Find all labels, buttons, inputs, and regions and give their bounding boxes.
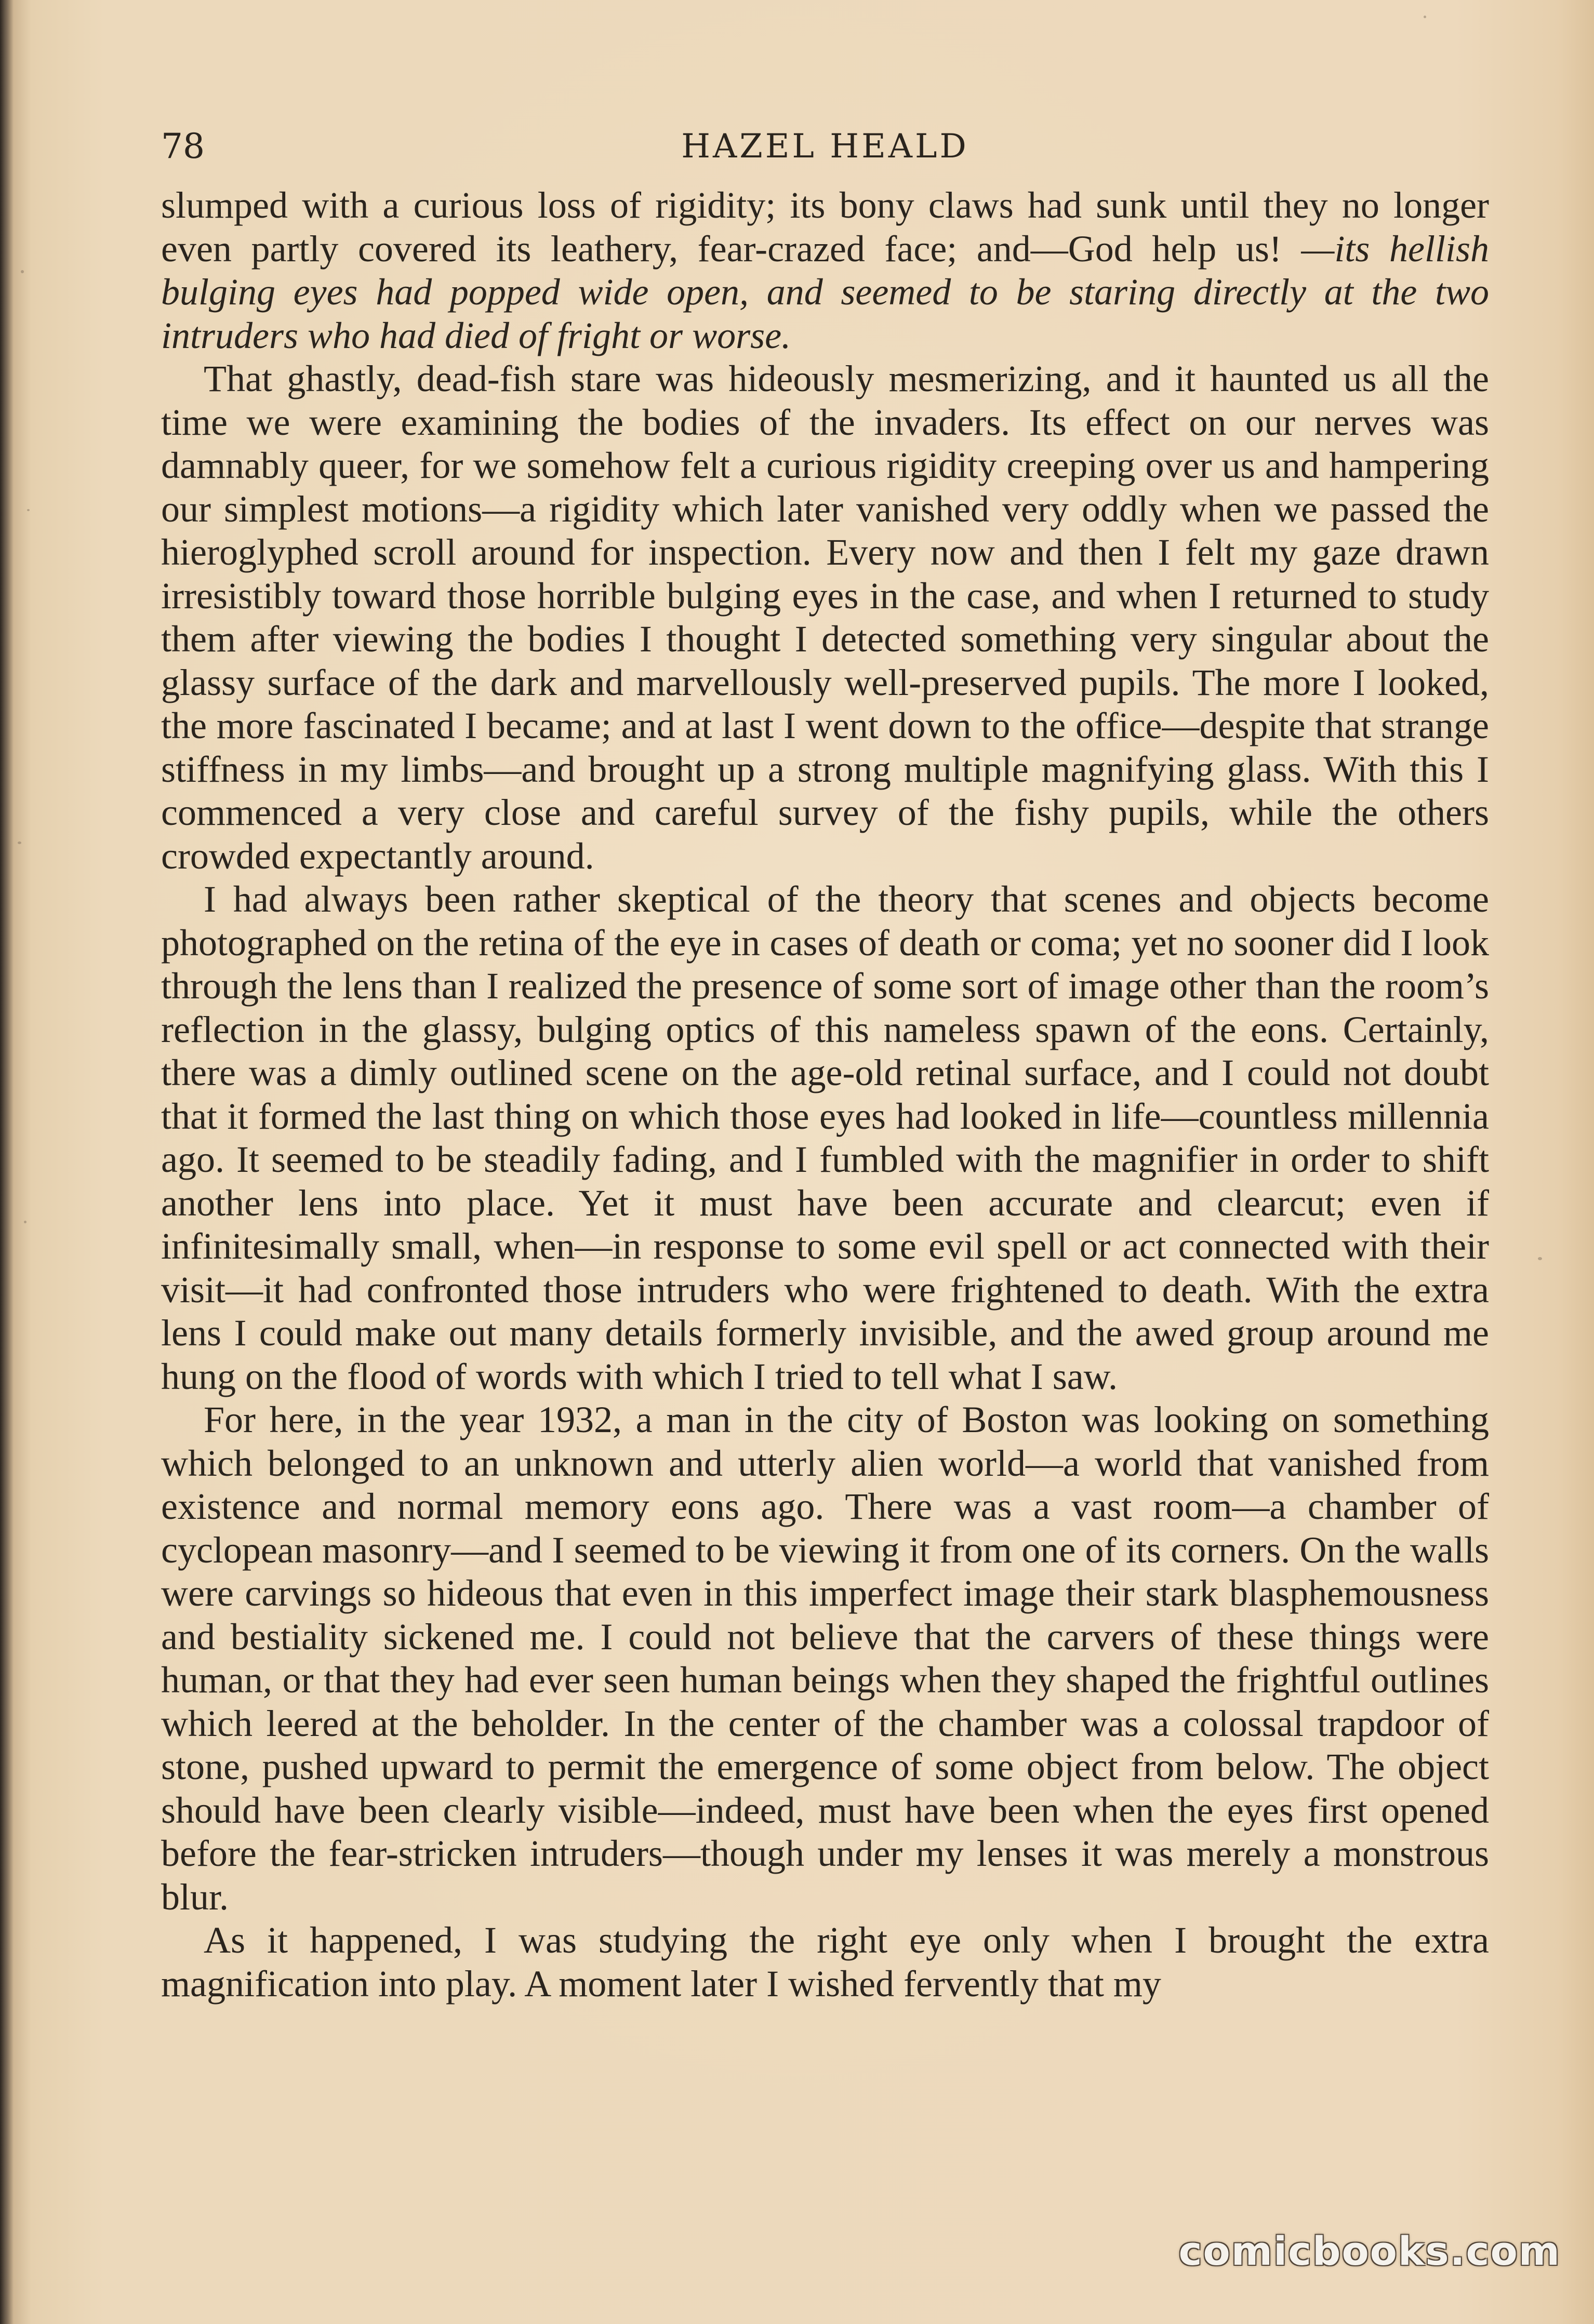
paper-speck (27, 509, 30, 511)
running-head: HAZEL HEALD (681, 127, 969, 166)
body-text (161, 184, 1489, 2006)
watermark: comicbooks.com (1178, 2228, 1561, 2274)
paragraph-5: As it happened, I was studying the right eye only when I brought the extra magnification into play. A moment later I wished fervently that my (161, 1919, 1489, 2005)
paragraph-4: For here, in the year 1932, a man in the city of Boston was looking on something which belonged to an unknown and utterly alien world—a world that vanished from existence and normal memory eons ago. There was a vast room—a chamber of cyclopean masonry—and I seemed to be viewing it from one of its corners. On the walls were carvings so hideous that even in this imperfect image their stark blasphemousness and bestiality sickened me. I could not believe that the carvers of these things were human, or that they had ever seen human beings when they shaped the frightful outlines which leered at the beholder. In the center of the chamber was a colossal trapdoor of stone, pushed upward to permit the emergence of some object from below. The object should have been clearly visible—indeed, must have been when the eyes first opened before the fear-stricken intruders—though under my lenses it was merely a monstrous blur. (161, 1399, 1489, 1918)
page-spine-edge (0, 0, 14, 2324)
paper-speck (18, 842, 21, 844)
paper-speck (24, 1221, 26, 1223)
page-header (161, 121, 1489, 172)
paragraph-1-text: slumped with a curious loss of rigidity; its bony claws had sunk until they no longer even partly covered its leathery, fear-crazed face; and—God help us! (161, 184, 1489, 270)
paper-speck (1424, 16, 1426, 18)
paper-speck (1538, 1257, 1542, 1260)
paragraph-2: That ghastly, dead-fish stare was hideously mesmerizing, and it haunted us all the time we were examining the bodies of the invaders. Its effect on our nerves was damnably queer, for we somehow felt a curious rigidity creeping over us and hampering our simplest motions—a rigidity which later vanished very oddly when we passed the hieroglyphed scroll around for inspection. Every now and then I felt my gaze drawn irresistibly toward those horrible bulging eyes in the case, and when I returned to study them after viewing the bodies I thought I detected something very singular about the glassy surface of the dark and marvellously well-preserved pupils. The more I looked, the more fascinated I became; and at last I went down to the office—despite that strange stiffness in my limbs—and brought up a strong multiple magnifying glass. With this I commenced a very close and careful survey of the fishy pupils, while the others crowded expectantly around. (161, 358, 1489, 877)
paragraph-3: I had always been rather skeptical of the theory that scenes and objects become photographed on the retina of the eye in cases of death or coma; yet no sooner did I look through the lens than I realized the presence of some sort of image other than the room’s reflection in the glassy, bulging optics of this nameless spawn of the eons. Certainly, there was a dimly outlined scene on the age-old retinal surface, and I could not doubt that it formed the last thing on which those eyes had looked in life—countless millennia ago. It seemed to be steadily fading, and I fumbled with the magnifier in order to shift another lens into place. Yet it must have been accurate and clearcut; even if infinitesimally small, when—in response to some evil spell or act connected with their visit—it had confronted those intruders who were frightened to death. With the extra lens I could make out many details formerly invisible, and the awed group around me hung on the flood of words with which I tried to tell what I saw. (161, 878, 1489, 1397)
paragraph-1-italic-text: —its hellish bulging eyes had popped wide open, and seemed to be staring directly at the two intruders who had died of fright or worse. (161, 228, 1489, 356)
paper-speck (21, 270, 24, 273)
paragraph-1 (161, 184, 1489, 357)
page-number: 78 (161, 126, 205, 166)
